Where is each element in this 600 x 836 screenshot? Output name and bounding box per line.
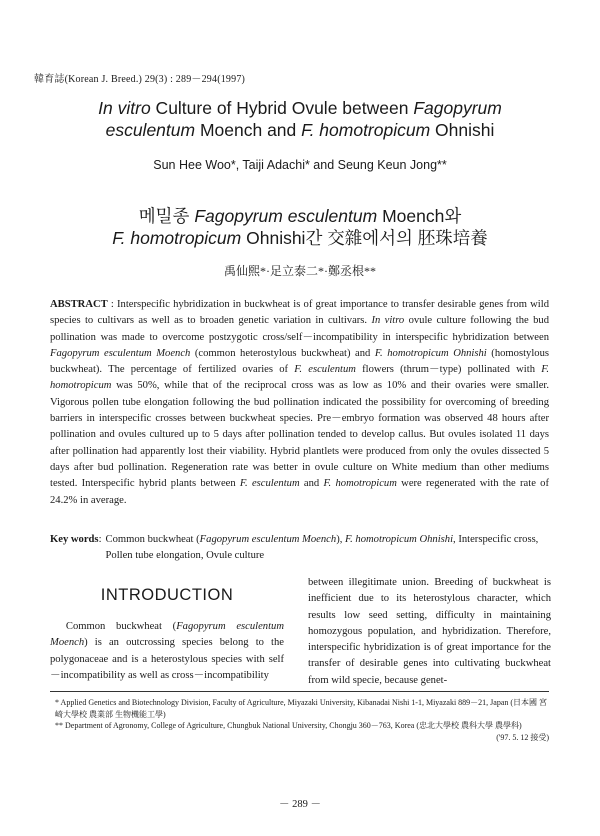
footnote-2: ** Department of Agronomy, College of Agriculture, Chungbuk National University, Chongju 360－763, Korea (忠北大學校 農科大學 農學科) bbox=[55, 721, 522, 730]
journal-reference: 韓育誌(Korean J. Breed.) 29(3) : 289－294(1997) bbox=[34, 74, 246, 85]
received-date: ('97. 5. 12 接受) bbox=[496, 732, 549, 742]
introduction-left-text: Common buckwheat (Fagopyrum esculentum Moench) is an outcrossing species belong to the polygonaceae and is a heterostylous species with self－incompatibility as well as cross－incompatibility bbox=[50, 621, 284, 681]
title-line-1: In vitro Culture of Hybrid Ovule between Fagopyrum bbox=[98, 98, 502, 118]
korean-title bbox=[30, 205, 570, 249]
korean-author-list: 禹仙熙*·足立泰二*·鄭丞根** bbox=[224, 264, 376, 278]
left-column bbox=[50, 586, 284, 684]
keywords: Key words : Common buckwheat (Fagopyrum esculentum Moench), F. homotropicum Ohnishi, Interspecific cross, Pollen tube elongation, Ovule culture bbox=[50, 532, 549, 565]
abstract-label: ABSTRACT bbox=[50, 299, 108, 310]
page-number: － 289 － bbox=[279, 799, 321, 810]
korean-title-line-2: F. homotropicum Ohnishi간 交雜에서의 胚珠培養 bbox=[112, 228, 488, 248]
korean-title-line-1: 메밀종 Fagopyrum esculentum Moench와 bbox=[138, 206, 462, 226]
author-list: Sun Hee Woo*, Taiji Adachi* and Seung Keun Jong** bbox=[153, 158, 447, 172]
introduction-heading: INTRODUCTION bbox=[100, 586, 234, 604]
footnote-divider bbox=[50, 691, 549, 692]
keywords-label: Key words bbox=[50, 534, 99, 545]
paper-title bbox=[30, 97, 570, 141]
abstract-text: Interspecific hybridization in buckwheat is of great importance to transfer desirable genes from wild species to cultivars as well as to broaden genetic variation in cultivars. In vitro ovule culture following the bud pollination was made to overcome postzygotic cross/self－incompatibility in interspecific hybridization between Fagopyrum esculentum Moench (common heterostylous buckwheat) and F. homotropicum Ohnishi (homostylous buckwheat). The percentage of fertilized ovaries of F. esculentum flowers (thrum－type) pollinated with F. homotropicum was 50%, while that of the reciprocal cross was as low as 10% and their ovaries were smaller. Vigorous pollen tube elongation following the bud pollination indicated the possibility for overcoming of breeding barriers in interspecific crosses between buckwheat species. Pre－embryo formation was observed 48 hours after pollination and ovules cultured up to 5 days after pollination tended to develop callus. But ovules isolated 11 days after pollination had apparently lost their viability. Hybrid plantlets were produced from only the ovules dissected 5 days after bud pollination. Regeneration rate was better in ovule culture on White medium than other mediums tested. Interspecific hybrid plants between F. esculentum and F. homotropicum were regenerated with the rate of 24.2% in average. bbox=[50, 299, 549, 506]
introduction-right-text: between illegitimate union. Breeding of buckwheat is inefficient due to its heterostylous character, which results low seed setting, difficulty in maintaining homozygous population, and hybridization. Therefore, interspecific hybridization is of great importance for the transfer of desirable genes into cultivating buckwheat from wild specie, because genet- bbox=[308, 577, 551, 686]
footnote-1: * Applied Genetics and Biotechnology Division, Faculty of Agriculture, Miyazaki University, Kibanadai Nishi 1-1, Miyazaki 889－21, Japan (日本國 宮崎大學校 農業部 生物機能工學) bbox=[55, 698, 548, 719]
keywords-text: Common buckwheat (Fagopyrum esculentum Moench), F. homotropicum Ohnishi, Interspecific cross, Pollen tube elongation, Ovule culture bbox=[105, 534, 539, 562]
right-column bbox=[308, 575, 551, 689]
abstract: ABSTRACT : Interspecific hybridization in buckwheat is of great importance to transfer desirable genes from wild species to cultivars as well as to broaden genetic variation in cultivars. In vitro ovule culture following the bud pollination was made to overcome postzygotic cross/self－incompatibility in interspecific hybridization between Fagopyrum esculentum Moench (common heterostylous buckwheat) and F. homotropicum Ohnishi (homostylous buckwheat). The percentage of fertilized ovaries of F. esculentum flowers (thrum－type) pollinated with F. homotropicum was 50%, while that of the reciprocal cross was as low as 10% and their ovaries were smaller. Vigorous pollen tube elongation following the bud pollination indicated the possibility for overcoming of breeding barriers in interspecific crosses between buckwheat species. Pre－embryo formation was observed 48 hours after pollination and ovules cultured up to 5 days after pollination tended to develop callus. But ovules isolated 11 days after pollination had apparently lost their viability. Hybrid plantlets were produced from only the ovules dissected 5 days after bud pollination. Regeneration rate was better in ovule culture on White medium than other mediums tested. Interspecific hybrid plants between F. esculentum and F. homotropicum were regenerated with the rate of 24.2% in average. bbox=[50, 299, 549, 506]
title-line-2: esculentum Moench and F. homotropicum Ohnishi bbox=[105, 120, 495, 140]
footnotes bbox=[55, 697, 549, 743]
